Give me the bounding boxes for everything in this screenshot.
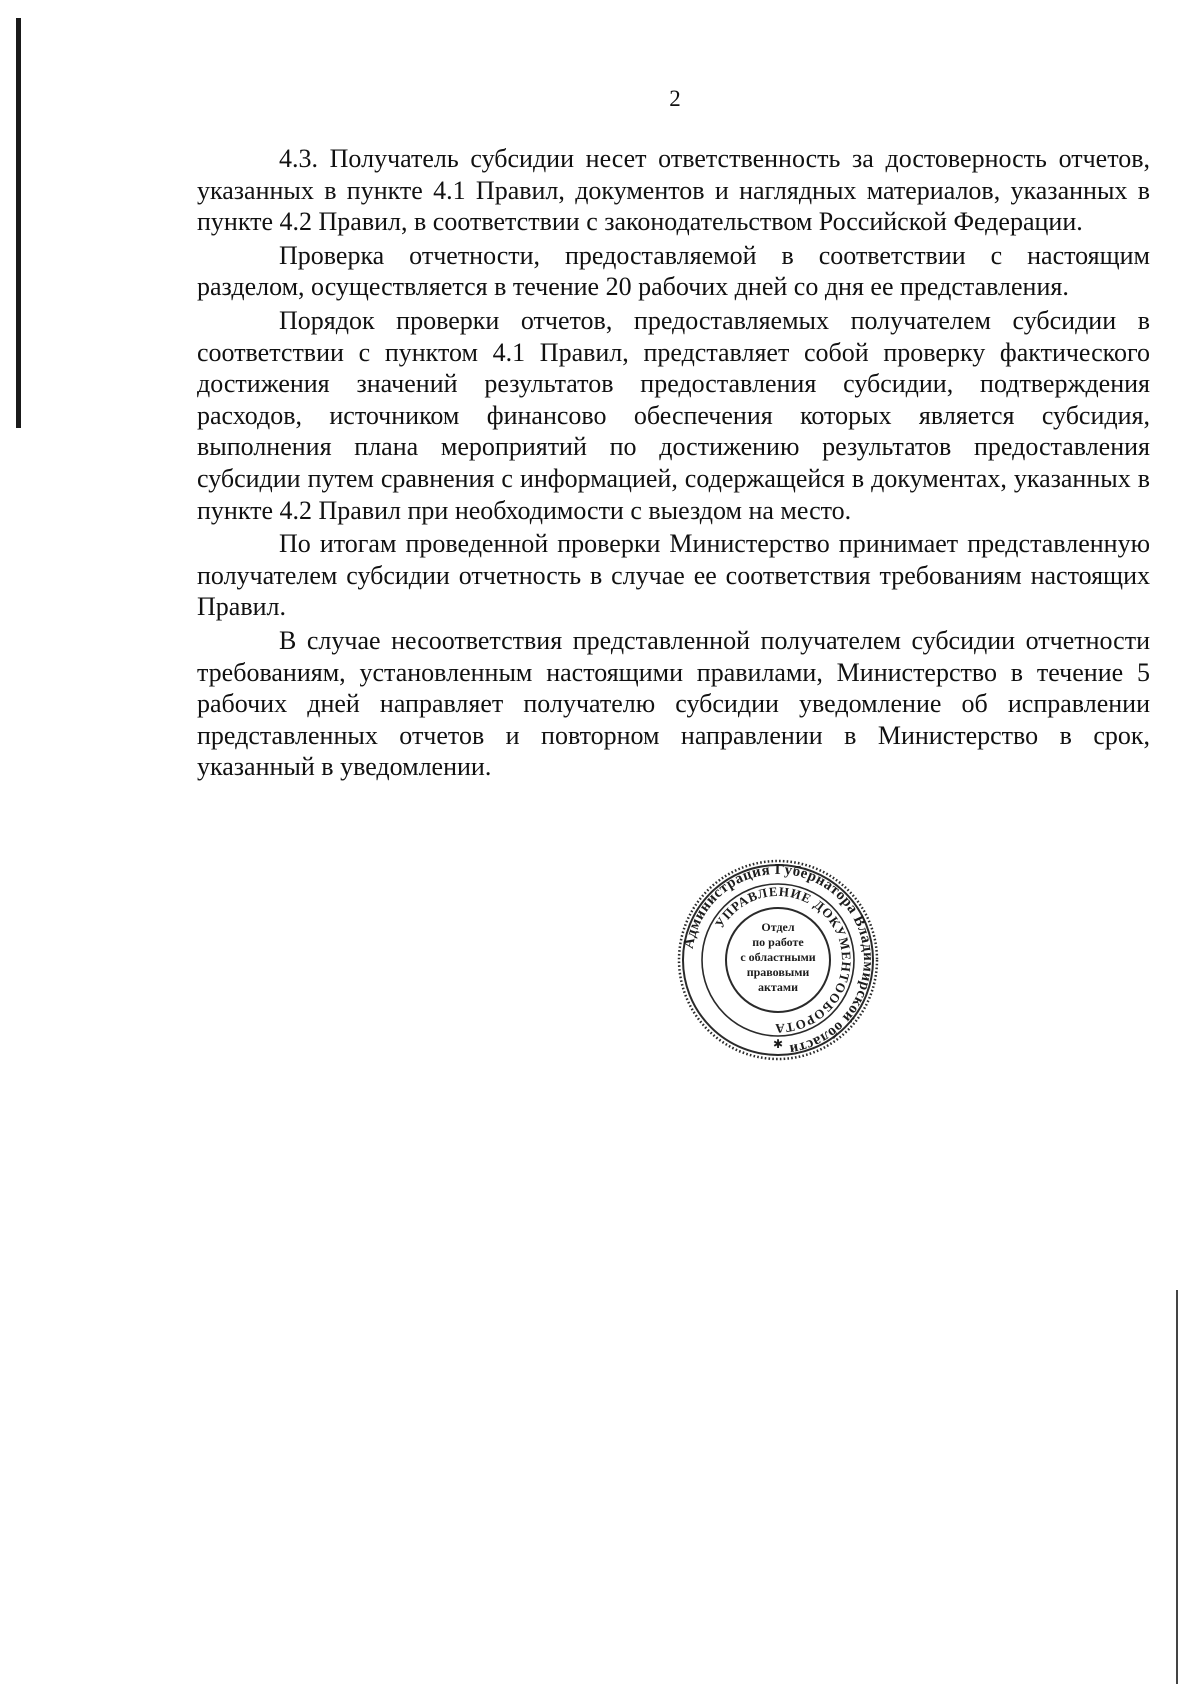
paragraph-verification-term: Проверка отчетности, предоставляемой в соответствии с настоящим разделом, осуществляется в течение 20 рабочих дней со дня ее представления. bbox=[197, 240, 1150, 302]
document-body bbox=[197, 143, 1150, 785]
stamp-center-line: актами bbox=[757, 980, 799, 994]
scan-edge-right bbox=[1176, 1290, 1178, 1684]
svg-text:✱: ✱ bbox=[772, 1037, 784, 1051]
paragraph-4-3: 4.3. Получатель субсидии несет ответственность за достоверность отчетов, указанных в пункте 4.1 Правил, документов и наглядных материалов, указанных в пункте 4.2 Правил, в соответствии с законодательством Российской Федерации. bbox=[197, 144, 1150, 237]
paragraph-nonconformity: В случае несоответствия представленной получателем субсидии отчетности требованиям, установленным настоящими правилами, Министерство в течение 5 рабочих дней направляет получателю субсидии уведомление об исправлении представленных отчетов и повторном направлении в Министерство в срок, указанный в уведомлении. bbox=[197, 625, 1150, 782]
stamp-center-line: правовыми bbox=[746, 965, 810, 979]
scan-edge-left bbox=[16, 18, 21, 428]
page-number: 2 bbox=[669, 86, 681, 111]
stamp-center-text bbox=[676, 920, 880, 995]
stamp-outer-ring-text: Администрация Губернатора Владимирской области bbox=[680, 861, 877, 1058]
official-stamp bbox=[676, 858, 880, 1062]
paragraph-acceptance: По итогам проведенной проверки Министерство принимает представленную получателем субсидии отчетность в случае ее соответствия требованиям настоящих Правил. bbox=[197, 529, 1150, 622]
stamp-center-line: Отдел bbox=[761, 920, 795, 934]
stamp-center-line: по работе bbox=[752, 935, 804, 949]
paragraph-verification-procedure: Порядок проверки отчетов, предоставляемых получателем субсидии в соответствии с пунктом 4.1 Правил, представляет собой проверку фактического достижения значений результатов предоставления субсидии, подтверждения расходов, источником финансово обеспечения которых является субсидия, выполнения плана мероприятий по достижению результатов предоставления субсидии путем сравнения с информацией, содержащейся в документах, указанных в пункте 4.2 Правил при необходимости с выездом на место. bbox=[197, 305, 1150, 525]
stamp-center-line: с областными bbox=[740, 950, 816, 964]
stamp-middle-ring-text: УПРАВЛЕНИЕ ДОКУМЕНТООБОРОТА bbox=[711, 883, 855, 1037]
